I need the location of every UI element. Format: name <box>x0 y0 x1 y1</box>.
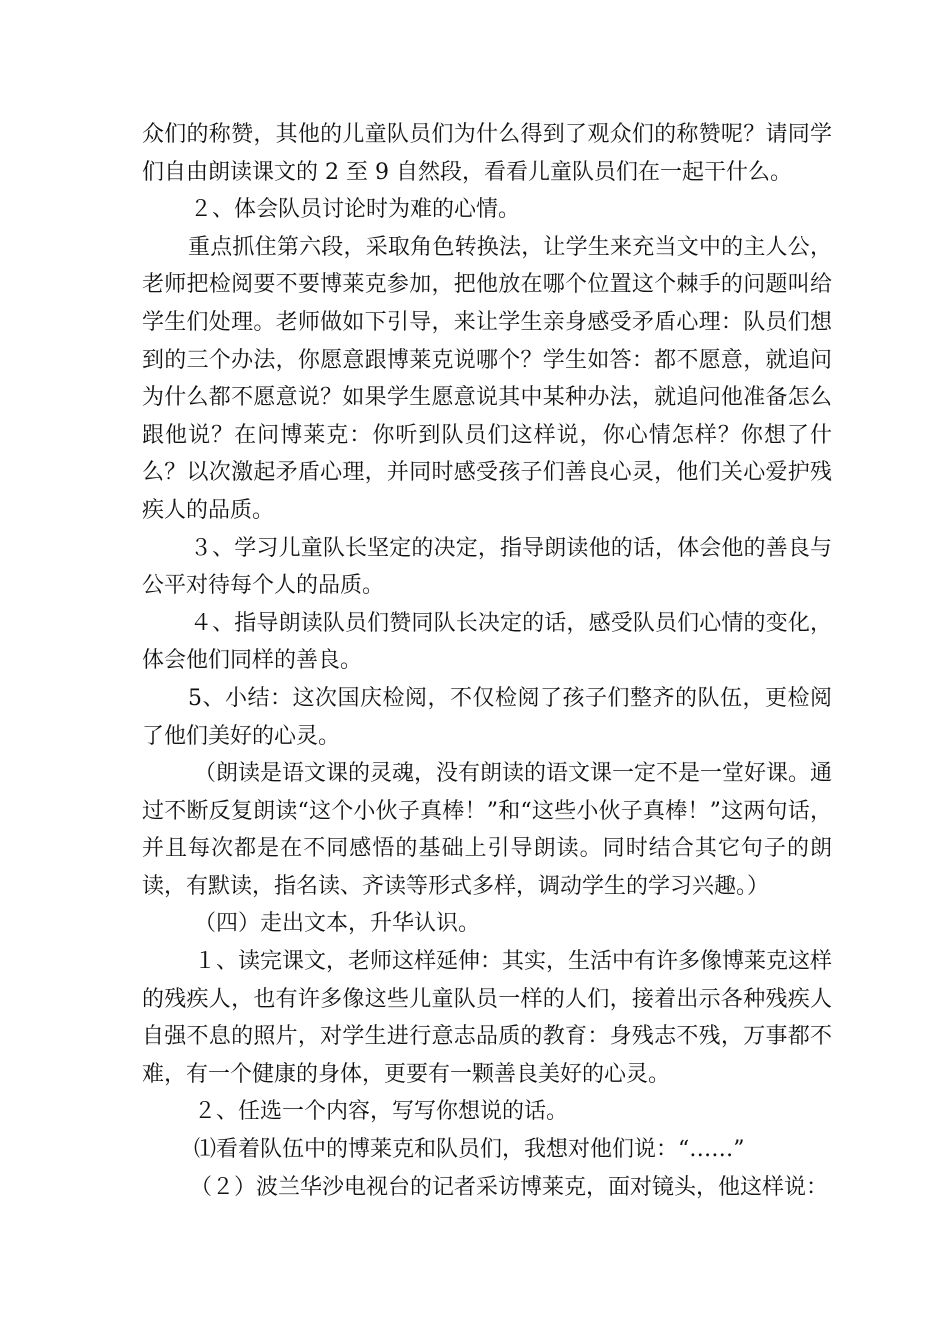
paragraph-summary: 5、小结：这次国庆检阅，不仅检阅了孩子们整齐的队伍，更检阅了他们美好的心灵。 <box>142 685 832 749</box>
paragraph-option-2: （２）波兰华沙电视台的记者采访博莱克，面对镜头，他这样说： <box>190 1174 829 1200</box>
paragraph-reading-note: （朗读是语文课的灵魂，没有朗读的语文课一定不是一堂好课。通过不断反复朗读“这个小伙子真棒！”和“这些小伙子真棒！”这两句话，并且每次都是在不同感悟的基础上引导朗读。同时结合其它句子的朗读，有默读，指名读、齐读等形式多样，调动学生的学习兴趣。） <box>142 761 833 899</box>
paragraph-extension-1: １、读完课文，老师这样延伸：其实，生活中有许多像博莱克这样的残疾人，也有许多像这些儿童队员一样的人们，接着出示各种残疾人自强不息的照片，对学生进行意志品质的教育：身残志不残，万事都不难，有一个健康的身体，更要有一颗善良美好的心灵。 <box>142 949 833 1087</box>
document-page <box>142 116 832 1206</box>
paragraph-extension-2: ２、任选一个内容，写写你想说的话。 <box>194 1099 569 1125</box>
paragraph-step-3: ３、学习儿童队长坚定的决定，指导朗读他的话，体会他的善良与公平对待每个人的品质。 <box>142 535 832 599</box>
paragraph-step-2: ２、体会队员讨论时为难的心情。 <box>190 197 521 223</box>
paragraph-step-4: ４、指导朗读队员们赞同队长决定的话，感受队员们心情的变化，体会他们同样的善良。 <box>142 610 832 674</box>
paragraph-intro-continuation: 众们的称赞，其他的儿童队员们为什么得到了观众们的称赞呢？请同学们自由朗读课文的 2 至 9 自然段，看看儿童队员们在一起干什么。 <box>142 122 832 185</box>
paragraph-focus-section-6: 重点抓住第六段，采取角色转换法，让学生来充当文中的主人公，老师把检阅要不要博莱克参加，把他放在哪个位置这个棘手的问题叫给学生们处理。老师做如下引导，来让学生亲身感受矛盾心理：队员们想到的三个办法，你愿意跟博莱克说哪个？学生如答：都不愿意，就追问为什么都不愿意说？如果学生愿意说其中某种办法，就追问他准备怎么跟他说？在问博莱克：你听到队员们这样说，你心情怎样？你想了什么？以次激起矛盾心理，并同时感受孩子们善良心灵，他们关心爱护残疾人的品质。 <box>142 234 832 523</box>
paragraph-section-4-heading: （四）走出文本，升华认识。 <box>194 911 481 937</box>
paragraph-option-1: ⑴看着队伍中的博莱克和队员们，我想对他们说：“……” <box>194 1137 745 1163</box>
